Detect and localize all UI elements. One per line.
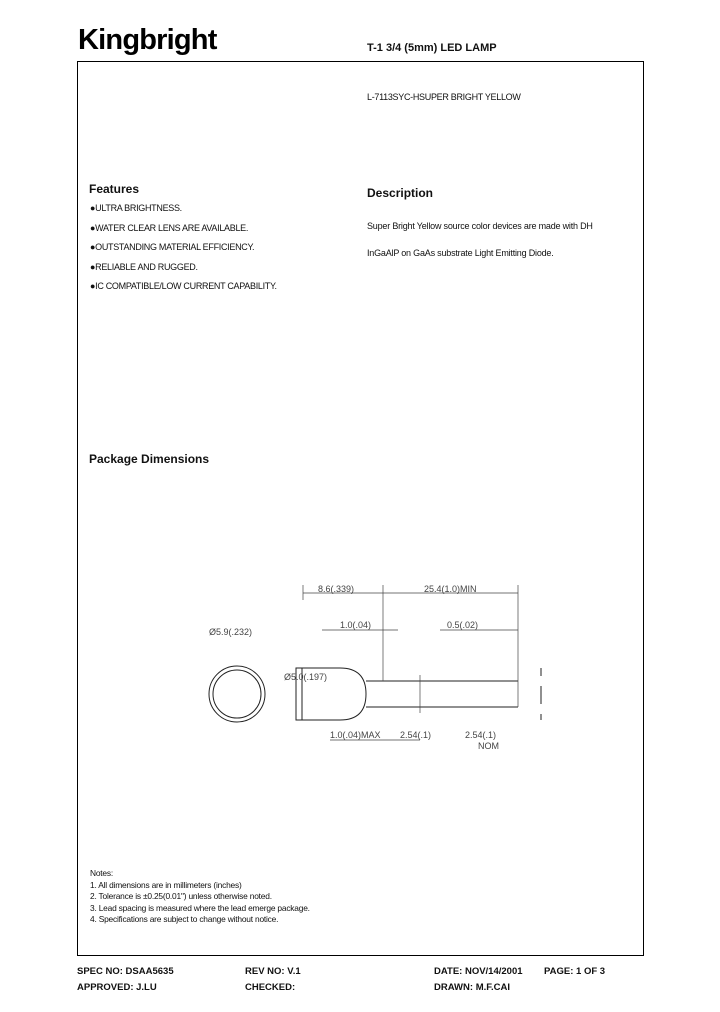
feature-item: ●OUTSTANDING MATERIAL EFFICIENCY. bbox=[90, 242, 255, 252]
package-dimensions-heading: Package Dimensions bbox=[89, 452, 210, 466]
part-number: L-7113SYC-HSUPER BRIGHT YELLOW bbox=[367, 92, 521, 102]
led-side-view bbox=[284, 668, 541, 720]
bottom-dimensions bbox=[330, 730, 499, 751]
lead-diameter-label: Ø5.0(.197) bbox=[284, 672, 328, 682]
features-heading: Features bbox=[89, 182, 140, 196]
lead-length-label: 25.4(1.0)MIN bbox=[424, 584, 477, 594]
drawn-by: DRAWN: M.F.CAI bbox=[434, 982, 510, 993]
note-item: 1. All dimensions are in millimeters (inches) bbox=[90, 879, 242, 890]
note-item: 4. Specifications are subject to change without notice. bbox=[90, 914, 279, 925]
document-title: T-1 3/4 (5mm) LED LAMP bbox=[367, 42, 497, 54]
lens-diameter-label: Ø5.9(.232) bbox=[209, 627, 253, 637]
pitch-label-right: 2.54(.1) bbox=[465, 730, 497, 740]
approved-by: APPROVED: J.LU bbox=[77, 982, 157, 993]
lens-inner-circle bbox=[213, 670, 261, 718]
feature-item: ●RELIABLE AND RUGGED. bbox=[90, 261, 198, 272]
top-dimensions bbox=[303, 584, 518, 707]
description-line: InGaAlP on GaAs substrate Light Emitting Diode. bbox=[367, 248, 554, 258]
body-length-label: 8.6(.339) bbox=[318, 584, 355, 594]
flange-label: 1.0(.04) bbox=[340, 620, 372, 630]
page-indicator: PAGE: 1 OF 3 bbox=[544, 966, 606, 977]
lead-square-label: 0.5(.02) bbox=[447, 620, 479, 630]
revision-number: REV NO: V.1 bbox=[245, 966, 301, 977]
checked-by: CHECKED: bbox=[245, 982, 296, 993]
description-heading: Description bbox=[367, 186, 434, 200]
issue-date: DATE: NOV/14/2001 bbox=[434, 966, 523, 977]
note-item: 2. Tolerance is ±0.25(0.01") unless otherwise noted. bbox=[90, 891, 272, 902]
feature-item: ●IC COMPATIBLE/LOW CURRENT CAPABILITY. bbox=[90, 281, 277, 291]
feature-item: ●ULTRA BRIGHTNESS. bbox=[90, 203, 182, 213]
lens-front-view bbox=[209, 627, 265, 722]
notes-title: Notes: bbox=[90, 868, 114, 878]
notes-block bbox=[90, 868, 310, 926]
note-item: 3. Lead spacing is measured where the lead emerge package. bbox=[90, 902, 310, 913]
feature-item: ●WATER CLEAR LENS ARE AVAILABLE. bbox=[90, 222, 249, 233]
brand-logo: Kingbright bbox=[78, 24, 217, 56]
spacing-label: 1.0(.04)MAX bbox=[330, 730, 381, 740]
lens-outer-circle bbox=[209, 666, 265, 722]
nominal-label: NOM bbox=[478, 741, 499, 751]
pitch-label-left: 2.54(.1) bbox=[400, 730, 432, 740]
spec-number: SPEC NO: DSAA5635 bbox=[77, 966, 174, 977]
description-line: Super Bright Yellow source color devices are made with DH bbox=[367, 221, 593, 231]
